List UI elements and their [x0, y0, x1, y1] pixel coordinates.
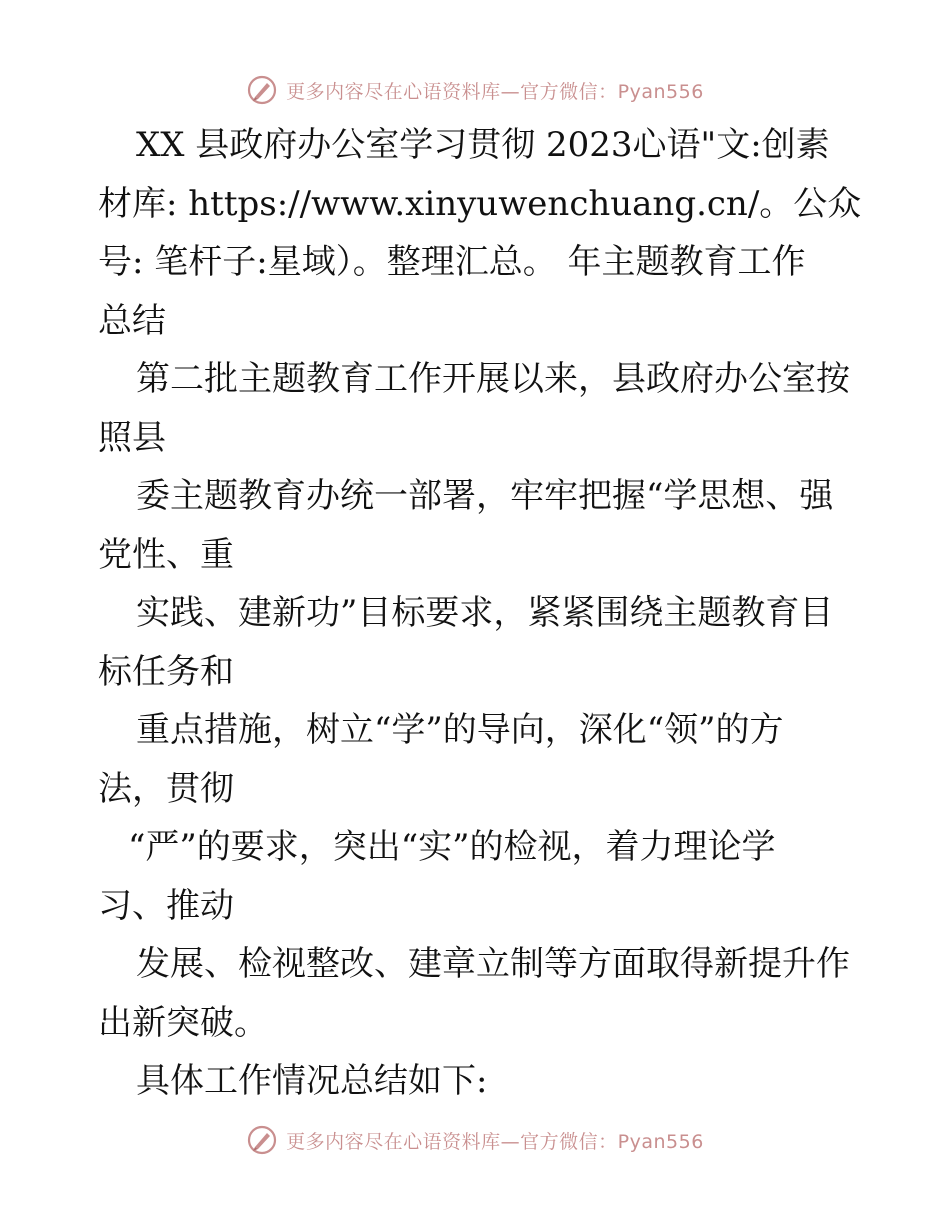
paragraph-line: 照县	[98, 417, 166, 458]
title-line-4: 总结	[98, 300, 166, 341]
watermark-text: 更多内容尽在心语资料库—官方微信：Pyan556	[286, 1130, 704, 1153]
footer-watermark	[0, 1120, 950, 1160]
title-line-3: 号: 笔杆子:星域）。整理汇总。 年主题教育工作	[98, 242, 806, 282]
title-line-2: 材库: https://www.xinyuwenchuang.cn/。公众	[98, 183, 862, 224]
paragraph-line: 出新突破。	[98, 1002, 268, 1043]
quill-pen-seal-icon	[246, 1124, 278, 1156]
paragraph-line: 标任务和	[98, 651, 234, 692]
paragraph-line: “严”的要求，突出“实”的检视，着力理论学	[128, 827, 776, 867]
header-watermark	[0, 70, 950, 110]
title-line-1: XX 县政府办公室学习贯彻 2023心语"文:创素	[136, 125, 830, 165]
paragraph-line: 发展、检视整改、建章立制等方面取得新提升作	[136, 944, 850, 984]
paragraph-line: 具体工作情况总结如下:	[136, 1061, 488, 1101]
paragraph-line: 委主题教育办统一部署，牢牢把握“学思想、强	[136, 476, 834, 516]
quill-pen-seal-icon	[246, 74, 278, 106]
paragraph-line: 重点措施，树立“学”的导向，深化“领”的方	[136, 710, 784, 750]
paragraph-line: 党性、重	[98, 534, 234, 575]
paragraph-line: 法，贯彻	[98, 768, 234, 809]
watermark-text: 更多内容尽在心语资料库—官方微信：Pyan556	[286, 80, 704, 103]
document-body	[98, 116, 862, 1111]
paragraph-line: 实践、建新功”目标要求，紧紧围绕主题教育目	[136, 593, 834, 633]
paragraph-line: 第二批主题教育工作开展以来，县政府办公室按	[136, 359, 850, 399]
paragraph-line: 习、推动	[98, 885, 234, 926]
